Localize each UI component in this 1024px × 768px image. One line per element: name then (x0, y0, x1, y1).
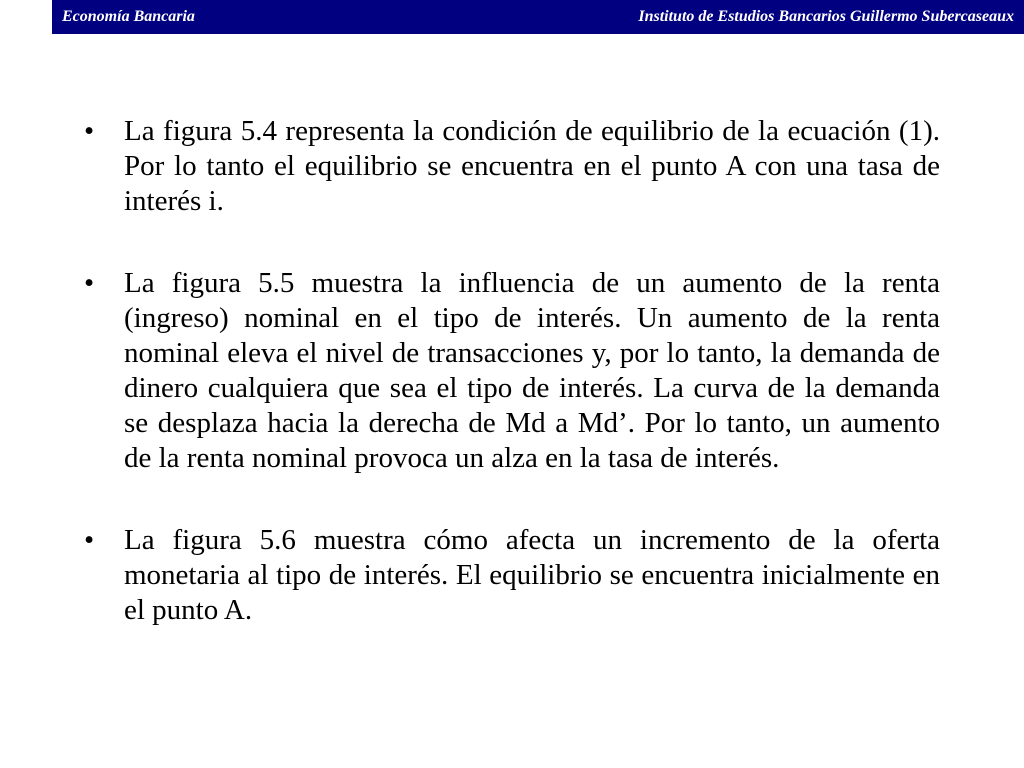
bullet-marker: • (84, 524, 95, 556)
bullet-marker: • (84, 267, 95, 299)
header-left-title: Economía Bancaria (62, 8, 195, 25)
bullet-text: La figura 5.6 muestra cómo afecta un incremento de la oferta monetaria al tipo de interés. El equilibrio se encuentra inicialmente en el punto A. (124, 524, 940, 626)
slide-content (84, 114, 940, 675)
bullet-marker: • (84, 115, 95, 147)
header-right-title: Instituto de Estudios Bancarios Guillermo Subercaseaux (638, 8, 1014, 25)
header-bar (52, 0, 1024, 34)
bullet-item-1 (84, 114, 940, 219)
bullet-text: La figura 5.4 representa la condición de equilibrio de la ecuación (1). Por lo tanto el equilibrio se encuentra en el punto A con una tasa de interés i. (124, 115, 940, 217)
bullet-item-3 (84, 523, 940, 628)
bullet-text: La figura 5.5 muestra la influencia de un aumento de la renta (ingreso) nominal en el tipo de interés. Un aumento de la renta nominal eleva el nivel de transacciones y, por lo tanto, la demanda de dinero cualquiera que sea el tipo de interés. La curva de la demanda se desplaza hacia la derecha de Md a Md’. Por lo tanto, un aumento de la renta nominal provoca un alza en la tasa de interés. (124, 267, 940, 474)
bullet-item-2 (84, 266, 940, 476)
